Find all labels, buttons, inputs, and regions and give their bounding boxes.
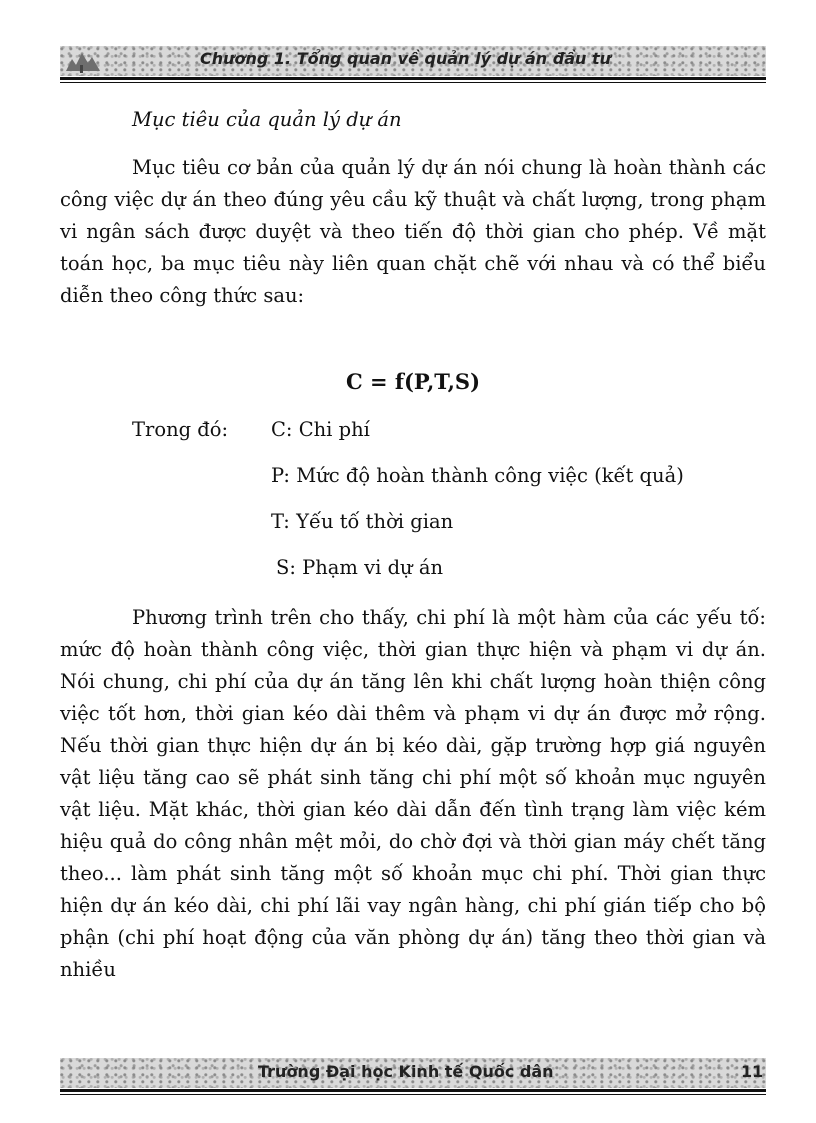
paragraph-cost-explanation: Phương trình trên cho thấy, chi phí là một hàm của các yếu tố: mức độ hoàn thành công việc, thời gian thực hiện và phạm vi dự án. Nói chung, chi phí của dự án tăng lên khi chất lượng hoàn thiện công việc tốt hơn, thời gian kéo dài thêm và phạm vi dự án được mở rộng. Nếu thời gian thực hiện dự án bị kéo dài, gặp trường hợp giá nguyên vật liệu tăng cao sẽ phát sinh tăng chi phí một số khoản mục nguyên vật liệu. Mặt khác, thời gian kéo dài dẫn đến tình trạng làm việc kém hiệu quả do công nhân mệt mỏi, do chờ đợi và thời gian máy chết tăng theo... làm phát sinh tăng một số khoản mục chi phí. Thời gian thực hiện dự án kéo dài, chi phí lãi vay ngân hàng, chi phí gián tiếp cho bộ phận (chi phí hoạt động của văn phòng dự án) tăng theo thời gian và nhiều [60,606,766,981]
variable-definition-c: C: Chi phí [271,418,370,441]
header-rule-thin [60,82,766,83]
header-rule-thick [60,77,766,80]
tree-ornament-icon [64,49,104,73]
variable-definition-p: P: Mức độ hoàn thành công việc (kết quả) [271,464,684,487]
variable-definition-s: S: Phạm vi dự án [276,556,443,579]
header-chapter-title: Chương 1. Tổng quan về quản lý dự án đầu tư [200,49,611,68]
footer-rule-thin [60,1094,766,1095]
footer-rule-thick [60,1089,766,1092]
cost-formula: C = f(P,T,S) [345,369,481,394]
section-title: Mục tiêu của quản lý dự án [132,108,402,131]
variable-definition-t: T: Yếu tố thời gian [271,510,454,533]
footer-university-name: Trường Đại học Kinh tế Quốc dân [258,1062,554,1081]
where-label: Trong đó: [132,418,229,441]
page-number: 11 [741,1062,764,1081]
paragraph-objectives: Mục tiêu cơ bản của quản lý dự án nói chung là hoàn thành các công việc dự án theo đúng yêu cầu kỹ thuật và chất lượng, trong phạm vi ngân sách được duyệt và theo tiến độ thời gian cho phép. Về mặt toán học, ba mục tiêu này liên quan chặt chẽ với nhau và có thể biểu diễn theo công thức sau: [60,156,766,307]
